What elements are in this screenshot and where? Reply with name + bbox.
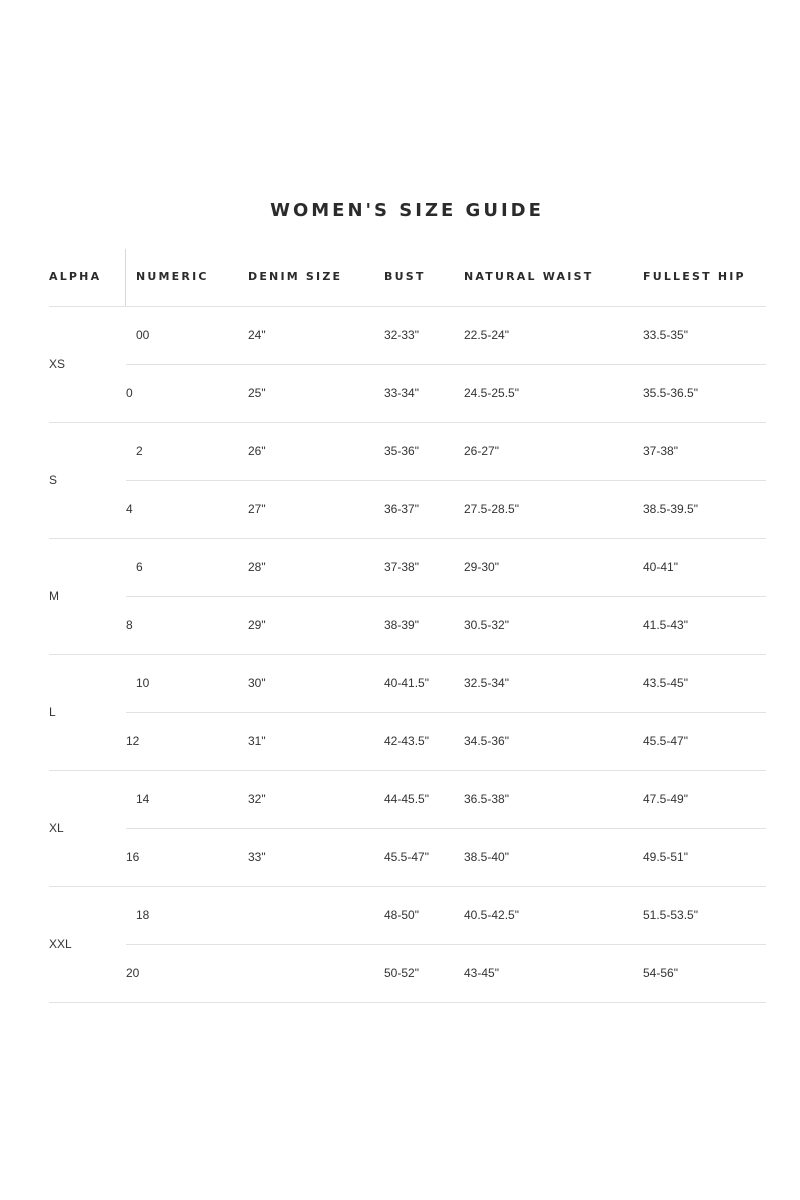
numeric-size-cell: 20 [126, 966, 140, 980]
alpha-size-cell: XXL [49, 937, 72, 951]
size-guide-title: WOMEN'S SIZE GUIDE [270, 200, 544, 221]
alpha-size-cell: XL [49, 821, 64, 835]
bust-cell: 37-38" [384, 560, 419, 574]
numeric-size-cell: 12 [126, 734, 140, 748]
numeric-size-cell: 14 [136, 792, 150, 806]
denim-size-cell: 31" [248, 734, 266, 748]
denim-size-cell: 25" [248, 386, 266, 400]
natural-waist-cell: 24.5-25.5" [464, 386, 519, 400]
numeric-size-cell: 2 [136, 444, 143, 458]
alpha-size-cell: S [49, 473, 58, 487]
bust-cell: 32-33" [384, 328, 419, 342]
natural-waist-cell: 34.5-36" [464, 734, 509, 748]
row-divider [126, 480, 766, 481]
natural-waist-cell: 30.5-32" [464, 618, 509, 632]
row-divider [126, 712, 766, 713]
bust-cell: 40-41.5" [384, 676, 429, 690]
denim-size-cell: 28" [248, 560, 266, 574]
denim-size-cell: 27" [248, 502, 266, 516]
header-numeric: NUMERIC [136, 270, 209, 283]
header-rule [49, 306, 766, 307]
row-divider [126, 364, 766, 365]
denim-size-cell: 33" [248, 850, 266, 864]
header-fullest-hip: FULLEST HIP [643, 270, 746, 283]
fullest-hip-cell: 45.5-47" [643, 734, 688, 748]
fullest-hip-cell: 38.5-39.5" [643, 502, 698, 516]
numeric-size-cell: 00 [136, 328, 150, 342]
fullest-hip-cell: 35.5-36.5" [643, 386, 698, 400]
fullest-hip-cell: 40-41" [643, 560, 678, 574]
numeric-size-cell: 8 [126, 618, 133, 632]
group-divider [49, 422, 766, 423]
group-divider [49, 886, 766, 887]
header-denim-size: DENIM SIZE [248, 270, 343, 283]
numeric-size-cell: 0 [126, 386, 133, 400]
bust-cell: 42-43.5" [384, 734, 429, 748]
natural-waist-cell: 27.5-28.5" [464, 502, 519, 516]
fullest-hip-cell: 33.5-35" [643, 328, 688, 342]
numeric-size-cell: 6 [136, 560, 143, 574]
denim-size-cell: 32" [248, 792, 266, 806]
bust-cell: 33-34" [384, 386, 419, 400]
row-divider [126, 828, 766, 829]
bust-cell: 48-50" [384, 908, 419, 922]
natural-waist-cell: 26-27" [464, 444, 499, 458]
bust-cell: 35-36" [384, 444, 419, 458]
bust-cell: 36-37" [384, 502, 419, 516]
bust-cell: 38-39" [384, 618, 419, 632]
fullest-hip-cell: 49.5-51" [643, 850, 688, 864]
numeric-size-cell: 4 [126, 502, 133, 516]
natural-waist-cell: 29-30" [464, 560, 499, 574]
denim-size-cell: 24" [248, 328, 266, 342]
header-alpha: ALPHA [49, 270, 102, 283]
numeric-size-cell: 10 [136, 676, 150, 690]
natural-waist-cell: 40.5-42.5" [464, 908, 519, 922]
natural-waist-cell: 43-45" [464, 966, 499, 980]
bust-cell: 45.5-47" [384, 850, 429, 864]
natural-waist-cell: 22.5-24" [464, 328, 509, 342]
group-divider [49, 1002, 766, 1003]
denim-size-cell: 29" [248, 618, 266, 632]
header-divider [125, 249, 126, 306]
denim-size-cell: 30" [248, 676, 266, 690]
bust-cell: 50-52" [384, 966, 419, 980]
fullest-hip-cell: 47.5-49" [643, 792, 688, 806]
numeric-size-cell: 16 [126, 850, 140, 864]
row-divider [126, 596, 766, 597]
denim-size-cell: 26" [248, 444, 266, 458]
alpha-size-cell: XS [49, 357, 66, 371]
fullest-hip-cell: 37-38" [643, 444, 678, 458]
natural-waist-cell: 36.5-38" [464, 792, 509, 806]
fullest-hip-cell: 54-56" [643, 966, 678, 980]
fullest-hip-cell: 51.5-53.5" [643, 908, 698, 922]
natural-waist-cell: 32.5-34" [464, 676, 509, 690]
group-divider [49, 538, 766, 539]
group-divider [49, 654, 766, 655]
fullest-hip-cell: 43.5-45" [643, 676, 688, 690]
bust-cell: 44-45.5" [384, 792, 429, 806]
natural-waist-cell: 38.5-40" [464, 850, 509, 864]
header-natural-waist: NATURAL WAIST [464, 270, 594, 283]
alpha-size-cell: L [49, 705, 56, 719]
fullest-hip-cell: 41.5-43" [643, 618, 688, 632]
row-divider [126, 944, 766, 945]
numeric-size-cell: 18 [136, 908, 150, 922]
alpha-size-cell: M [49, 589, 59, 603]
header-bust: BUST [384, 270, 426, 283]
group-divider [49, 770, 766, 771]
